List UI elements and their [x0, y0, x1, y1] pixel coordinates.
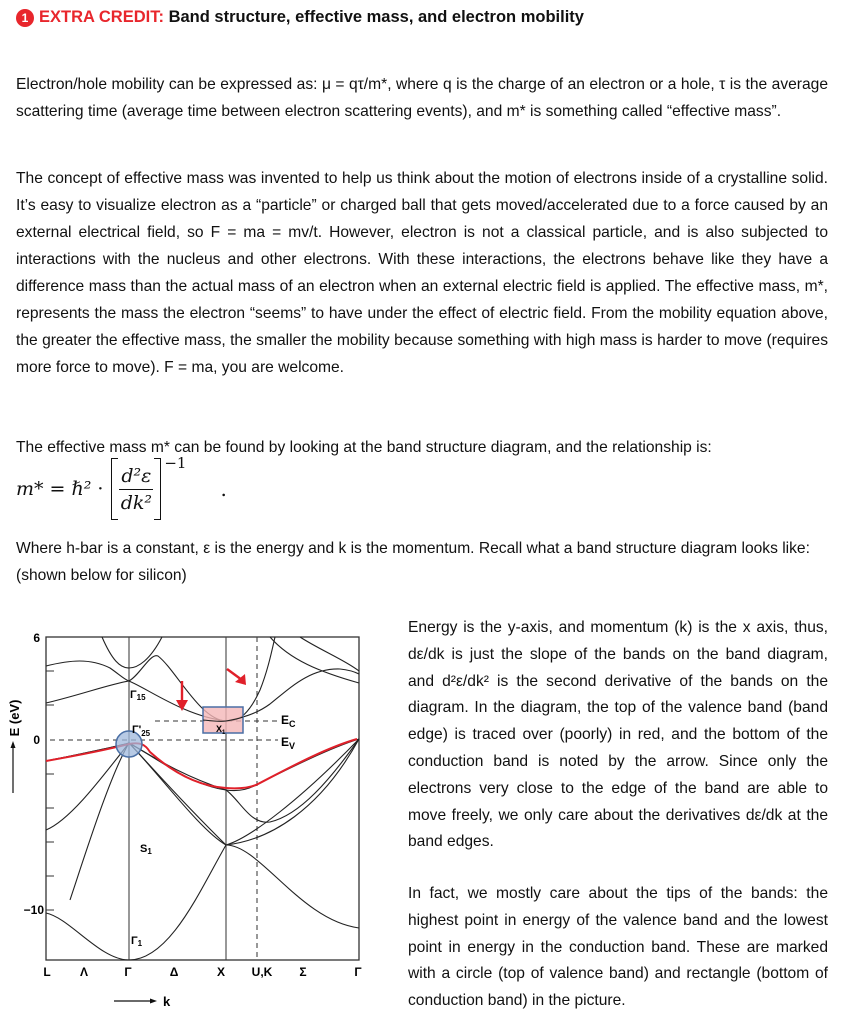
y-tick-marks	[46, 671, 54, 910]
k-label-gamma-end: Γ	[354, 965, 362, 979]
definitions-paragraph	[16, 535, 828, 589]
k-label-lambda: Λ	[79, 965, 89, 979]
gamma15-label: Γ15	[130, 689, 146, 702]
eq-bracket	[111, 458, 161, 520]
side-explanation-2-text: In fact, we mostly care about the tips of the bands: the highest point in energy of the valence band and the lowest point in energy in the conduction band. These are marked with a circle (top of valence band) and rectangle (bottom of conduction band) in the picture.	[408, 885, 828, 1010]
relationship-intro-text: The effective mass m* can be found by looking at the band structure diagram, and the relationship is:	[16, 439, 712, 456]
y-tick-6: 6	[33, 631, 40, 645]
k-label-gamma: Γ	[124, 965, 132, 979]
eq-hbar: ℏ²	[71, 478, 92, 500]
eq-lhs: m*	[16, 478, 44, 500]
eq-equals: =	[49, 478, 66, 500]
definitions-text: Where h-bar is a constant, ε is the energy and k is the momentum. Recall what a band structure diagram looks like: (shown below for silicon)	[16, 540, 810, 584]
k-label-L: L	[43, 965, 51, 979]
eq-denominator: dk²	[120, 491, 152, 514]
k-label-uk: U,K	[251, 965, 273, 979]
gamma1-label: Γ1	[131, 935, 143, 948]
gamma25-label: $\Gamma'_{25}$	[132, 724, 151, 738]
x-axis-label: k	[163, 994, 171, 1009]
extra-credit-label: EXTRA CREDIT:	[39, 8, 164, 26]
concept-text: The concept of effective mass was invented to help us think about the motion of electrons inside of a crystalline solid. It’s easy to visualize electron as a “particle” or charged ball that gets moved/accelerated due to a force caused by an external electrical field, so F = ma = mv/t. However, electron is not a classical particle, and is also subjected to interactions with the nucleus and other electrons. With these interactions, the electrons behave like they have a difference mass than the actual mass of an electron when an external electric field is applied. The effective mass, m*, represents the mass the electron “seems” to have under the effect of electric field. From the mobility equation above, the greater the effective mass, the smaller the mobility because something with high mass is harder to move (requires more force to move). F = ma, you are welcome.	[16, 170, 828, 376]
side-explanation-2	[408, 881, 828, 1015]
svg-text:E (eV): E (eV)	[7, 699, 22, 737]
y-tick-neg10: −10	[23, 903, 44, 917]
k-label-sigma: Σ	[299, 965, 307, 979]
ev-label: $E_V$	[281, 735, 296, 751]
y-axis-arrowhead-icon	[11, 741, 16, 748]
eq-fraction	[119, 465, 153, 514]
ec-label: $E_C$	[281, 713, 296, 729]
silicon-band-structure-diagram	[0, 600, 400, 1024]
question-number-badge: 1	[16, 9, 34, 27]
side-explanation-1-text: Energy is the y-axis, and momentum (k) is the x axis, thus, dε/dk is just the slope of the bands on the band diagram, and d²ε/dk² is the second derivative of the bands on the diagram. In the diagram, the top of the valence band (band edge) is traced over (poorly) in red, and the bottom of the conduction band is noted by the arrow. Since only the electrons very close to the edge of the band are able to move freely, we only care about the derivatives dε/dk at the band edges.	[408, 619, 828, 851]
concept-paragraph	[16, 165, 828, 381]
plot-frame	[46, 637, 359, 960]
k-axis-arrowhead-icon	[150, 999, 157, 1004]
eq-exponent: −1	[164, 454, 187, 472]
x1-label: $X_1$	[216, 724, 226, 736]
y-axis-label	[7, 700, 22, 737]
y-tick-0: 0	[33, 733, 40, 747]
mobility-paragraph	[16, 71, 828, 125]
eq-trailing-period: .	[220, 477, 227, 501]
k-point-labels	[43, 965, 362, 979]
energy-bands	[46, 637, 359, 960]
s1-label: S1	[140, 843, 152, 856]
effective-mass-equation	[16, 456, 227, 522]
eq-dot: ·	[97, 478, 104, 500]
side-explanation-1	[408, 615, 828, 856]
title-text: Band structure, effective mass, and electron mobility	[168, 8, 584, 26]
k-label-delta: Δ	[169, 965, 179, 979]
mobility-text: Electron/hole mobility can be expressed as: μ = qτ/m*, where q is the charge of an electron or a hole, τ is the average scattering time (average time between electron scattering events), and m* is something called “effective mass”.	[16, 76, 828, 120]
question-title	[16, 8, 584, 27]
k-label-x: X	[216, 965, 226, 979]
eq-numerator: d²ε	[119, 465, 153, 490]
